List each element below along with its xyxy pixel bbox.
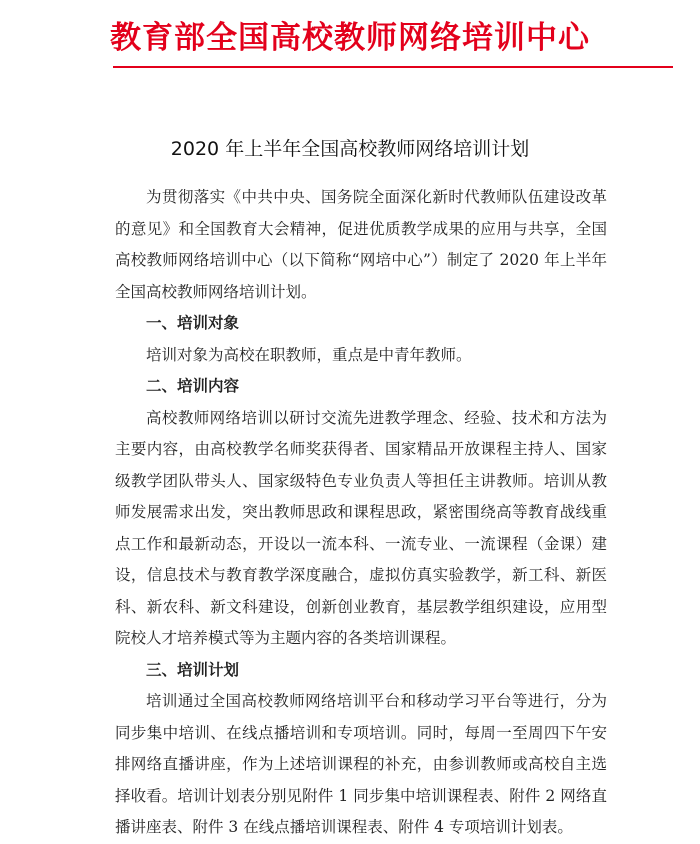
document-body [115, 182, 607, 844]
section-heading-plan: 三、培训计划 [146, 660, 240, 679]
document-title: 2020 年上半年全国高校教师网络培训计划 [170, 138, 530, 160]
section-heading-audience: 一、培训对象 [146, 314, 240, 332]
section-heading-content: 二、培训内容 [146, 377, 240, 395]
section-paragraph-audience: 培训对象为高校在职教师，重点是中青年教师。 [146, 345, 472, 364]
section-paragraph-content: 高校教师网络培训以研讨交流先进教学理念、经验、技术和方法为主要内容，由高校教学名师奖获得者、国家精品开放课程主持人、国家级教学团队带头人、国家级特色专业负责人等担任主讲教师。培训从教师发展需求出发，突出教师思政和课程思政，紧密围绕高等教育战线重点工作和最新动态，开设以一流本科、一流专业、一流课程（金课）建设，信息技术与教育教学深度融合，虚拟仿真实验教学，新工科、新医科、新农科、新文科建设，创新创业教育，基层教学组织建设，应用型院校人才培养模式等为主题内容的各类培训课程。 [115, 408, 607, 647]
header-organization: 教育部全国高校教师网络培训中心 [110, 20, 590, 56]
header-divider [113, 66, 673, 68]
intro-paragraph: 为贯彻落实《中共中央、国务院全面深化新时代教师队伍建设改革的意见》和全国教育大会精神，促进优质教学成果的应用与共享，全国高校教师网络培训中心（以下简称“网培中心”）制定了 2020 年上半年全国高校教师网络培训计划。 [115, 188, 607, 301]
section-paragraph-plan: 培训通过全国高校教师网络培训平台和移动学习平台等进行，分为同步集中培训、在线点播培训和专项培训。同时，每周一至周四下午安排网络直播讲座，作为上述培训课程的补充，由参训教师或高校自主选择收看。培训计划表分别见附件 1 同步集中培训课程表、附件 2 网络直播讲座表、附件 3 在线点播培训课程表、附件 4 专项培训计划表。 [115, 692, 607, 836]
